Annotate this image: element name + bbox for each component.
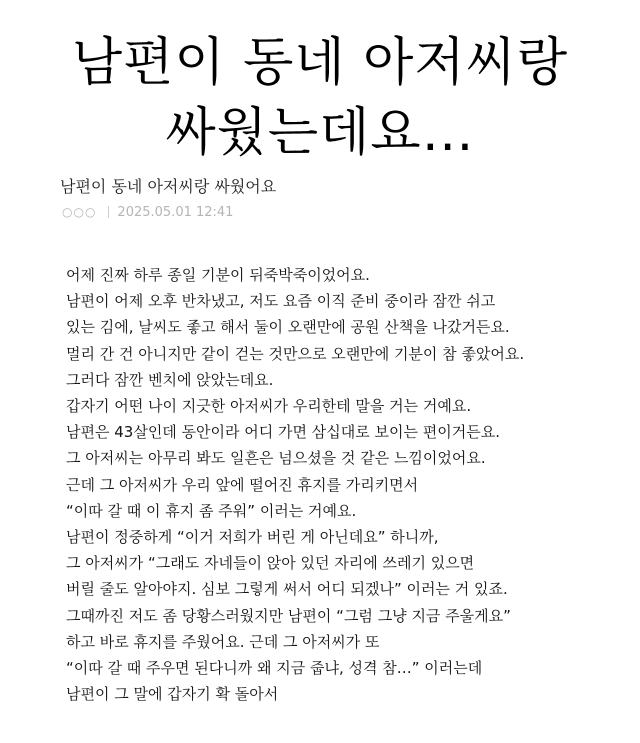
body-line: 근데 그 아저씨가 우리 앞에 떨어진 휴지를 가리키면서 bbox=[66, 475, 419, 494]
body-line: “이따 갈 때 주우면 된다니까 왜 지금 줍냐, 성격 참…” 이러는데 bbox=[66, 659, 483, 678]
body-line: 남편이 어제 오후 반차냈고, 저도 요즘 이직 준비 중이라 잠깐 쉬고 bbox=[66, 292, 496, 311]
body-line: 하고 바로 휴지를 주웠어요. 근데 그 아저씨가 또 bbox=[66, 632, 380, 651]
body-line: “이따 갈 때 이 휴지 좀 주워” 이러는 거예요. bbox=[66, 501, 357, 520]
body-line: 있는 김에, 날씨도 좋고 해서 둘이 오랜만에 공원 산책을 나갔거든요. bbox=[66, 318, 510, 337]
body-line: 버릴 줄도 알아야지. 심보 그렇게 써서 어디 되겠나” 이러는 거 있죠. bbox=[66, 580, 508, 599]
post-meta bbox=[62, 202, 628, 222]
headline bbox=[0, 0, 640, 168]
headline-line-2: 싸웠는데요… bbox=[165, 103, 475, 163]
post-body bbox=[66, 262, 636, 707]
post-card bbox=[58, 176, 628, 222]
meta-divider bbox=[108, 206, 109, 218]
body-line: 갑자기 어떤 나이 지긋한 아저씨가 우리한테 말을 거는 거예요. bbox=[66, 397, 472, 416]
body-line: 남편은 43살인데 동안이라 어디 가면 삼십대로 보이는 편이거든요. bbox=[66, 423, 500, 442]
body-line: 그러다 잠깐 벤치에 앉았는데요. bbox=[66, 370, 274, 389]
body-line: 그때까진 저도 좀 당황스러웠지만 남편이 “그럼 그냥 지금 주울게요” bbox=[66, 606, 511, 625]
body-line: 남편이 정중하게 “이거 저희가 버린 게 아닌데요” 하니까, bbox=[66, 528, 439, 547]
body-line: 어제 진짜 하루 종일 기분이 뒤죽박죽이었어요. bbox=[66, 266, 370, 284]
post-date: 2025.05.01 12:41 bbox=[117, 204, 234, 220]
headline-line-1: 남편이 동네 아저씨랑 bbox=[71, 33, 569, 93]
body-line: 남편이 그 말에 갑자기 확 돌아서 bbox=[66, 685, 279, 704]
body-line: 그 아저씨가 “그래도 자네들이 앉아 있던 자리에 쓰레기 있으면 bbox=[66, 554, 475, 573]
body-line: 그 아저씨는 아무리 봐도 일흔은 넘으셨을 것 같은 느낌이었어요. bbox=[66, 449, 486, 468]
post-author: ○○○ bbox=[62, 205, 97, 219]
body-line: 멀리 간 건 아니지만 같이 걷는 것만으로 오랜만에 기분이 참 좋았어요. bbox=[66, 344, 525, 363]
post-title[interactable]: 남편이 동네 아저씨랑 싸웠어요 bbox=[60, 177, 277, 196]
